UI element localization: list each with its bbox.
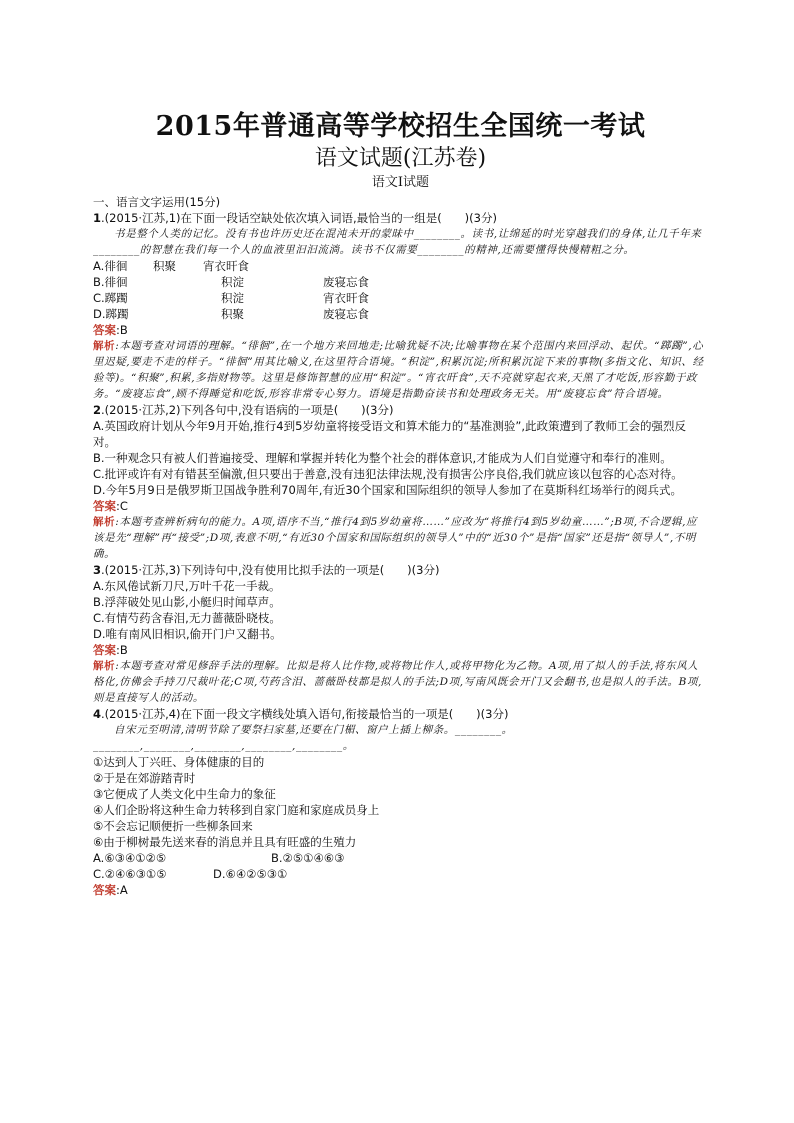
question-4-options-cd xyxy=(93,866,708,882)
question-2-option-c: C.批评或许有对有错甚至偏激,但只要出于善意,没有违犯法律法规,没有损害公序良俗,我们就应该以包容的心态对待。 xyxy=(93,467,683,481)
question-1-option-d: D.踯躅 积聚 废寝忘食 xyxy=(93,307,369,321)
question-4-item: ③它便成了人类文化中生命力的象征 xyxy=(93,787,276,801)
question-text: .(2015·江苏,3)下列诗句中,没有使用比拟手法的一项是( )(3分) xyxy=(101,563,440,577)
question-2-answer: 答案:C xyxy=(93,499,128,513)
question-number: 4 xyxy=(93,707,102,721)
question-2-option-a: A.英国政府计划从今年9月开始,推行4到5岁幼童将接受语文和算术能力的“基准测验”,此政策遭到了教师工会的强烈反对。 xyxy=(93,419,686,449)
question-1-option-a: A.徘徊 积聚 宵衣旰食 xyxy=(93,259,249,273)
question-1-stem xyxy=(93,210,708,226)
question-2-option-d: D.今年5月9日是俄罗斯卫国战争胜利70周年,有近30个国家和国际组织的领导人参加了在莫斯科红场举行的阅兵式。 xyxy=(93,483,683,497)
question-text: .(2015·江苏,2)下列各句中,没有语病的一项是( )(3分) xyxy=(101,403,394,417)
exam-page xyxy=(93,110,708,898)
question-4-item: ⑥由于柳树最先送来春的消息并且具有旺盛的生殖力 xyxy=(93,835,357,849)
question-4-item: ①达到人丁兴旺、身体健康的目的 xyxy=(93,755,265,769)
question-3-stem xyxy=(93,562,708,578)
question-text: .(2015·江苏,4)在下面一段文字横线处填入语句,衔接最恰当的一项是( )(3分) xyxy=(101,707,509,721)
question-3-option-b: B.浮萍破处见山影,小艇归时闻草声。 xyxy=(93,595,281,609)
exam-title: 2015年普通高等学校招生全国统一考试 xyxy=(155,111,646,142)
question-1-option-c: C.踯躅 积淀 宵衣旰食 xyxy=(93,291,369,305)
question-number: 1 xyxy=(93,211,102,225)
question-3-explanation: 解析:本题考查对常见修辞手法的理解。比拟是将人比作物,或将物比作人,或将甲物化为乙物。A项,用了拟人的手法,将东风人格化,仿佛会手持刀尺裁叶花;C项,芍药含泪、蔷薇卧枝都是拟人的手法;D项,写南风既会开门又会翻书,也是拟人的手法。B项,则是直接写人的活动。 xyxy=(93,660,702,704)
question-4-stem xyxy=(93,706,708,722)
question-number: 2 xyxy=(93,403,102,417)
question-4-passage: 自宋元至明清,清明节除了要祭扫家墓,还要在门楣、窗户上插上柳条。________。________,________,________,________,________。 xyxy=(93,724,513,752)
question-3-option-d: D.唯有南风旧相识,偷开门户又翻书。 xyxy=(93,627,282,641)
question-4-item: ②于是在郊游踏青时 xyxy=(93,771,196,785)
question-text: .(2015·江苏,1)在下面一段话空缺处依次填入词语,最恰当的一组是( )(3分) xyxy=(101,211,497,225)
question-4-option-d: D.⑥④②⑤③① xyxy=(213,867,288,881)
question-4-item: ④人们企盼将这种生命力转移到自家门庭和家庭成员身上 xyxy=(93,803,380,817)
question-3-option-c: C.有情芍药含春泪,无力蔷薇卧晓枝。 xyxy=(93,611,281,625)
question-3-answer: 答案:B xyxy=(93,643,128,657)
question-4-options-ab xyxy=(93,850,708,866)
section-heading: 一、语言文字运用(15分) xyxy=(93,195,221,209)
question-1-explanation: 解析:本题考查对词语的理解。“徘徊”,在一个地方来回地走;比喻犹疑不决;比喻事物在某个范围内来回浮动、起伏。“踯躅”,心里迟疑,要走不走的样子。“徘徊”用其比喻义,在这里符合语境。“积淀”,积累沉淀;所积累沉淀下来的事物(多指文化、知识、经验等)。“积聚”,积累,多指财物等。这里是修饰智慧的应用“积淀”。“宵衣旰食”,天不亮就穿起衣来,天黑了才吃饭,形容勤于政务。“废寝忘食”,顾不得睡觉和吃饭,形容非常专心努力。语境是指勤奋读书和处理政务无关。用“废寝忘食”符合语境。 xyxy=(93,340,704,400)
question-2-explanation: 解析:本题考查辨析病句的能力。A项,语序不当,“推行4到5岁幼童将……”应改为“将推行4到5岁幼童……”;B项,不合逻辑,应该是先“理解”再“接受”;D项,表意不明,“有近30个国家和国际组织的领导人”中的“近30个”是指“国家”还是指“领导人”,不明确。 xyxy=(93,516,698,560)
question-number: 3 xyxy=(93,563,102,577)
question-4-option-b: B.②⑤①④⑥③ xyxy=(271,851,345,865)
question-1-option-b: B.徘徊 积淀 废寝忘食 xyxy=(93,275,369,289)
exam-subtitle: 语文试题(江苏卷) xyxy=(314,146,487,171)
exam-paper-name: 语文Ⅰ试题 xyxy=(371,175,430,190)
question-2-stem xyxy=(93,402,708,418)
question-2-option-b: B.一种观念只有被人们普遍接受、理解和掌握并转化为整个社会的群体意识,才能成为人们自觉遵守和奉行的准则。 xyxy=(93,451,672,465)
question-1-answer: 答案:B xyxy=(93,323,128,337)
question-4-option-a: A.⑥③④①②⑤ xyxy=(93,851,167,865)
question-4-option-c: C.②④⑥③①⑤ xyxy=(93,867,167,881)
question-4-answer: 答案:A xyxy=(93,883,128,897)
question-4-item: ⑤不会忘记顺便折一些柳条回来 xyxy=(93,819,253,833)
question-3-option-a: A.东风倦试新刀尺,万叶千花一手裁。 xyxy=(93,579,281,593)
question-1-passage: 书是整个人类的记忆。没有书也许历史还在混沌未开的蒙昧中________。读书,让绵延的时光穿越我们的身体,让几千年来________的智慧在我们每一个人的血液里汩汩流淌。读书不仅需要________的精神,还需要懂得快慢精粗之分。 xyxy=(93,228,702,256)
